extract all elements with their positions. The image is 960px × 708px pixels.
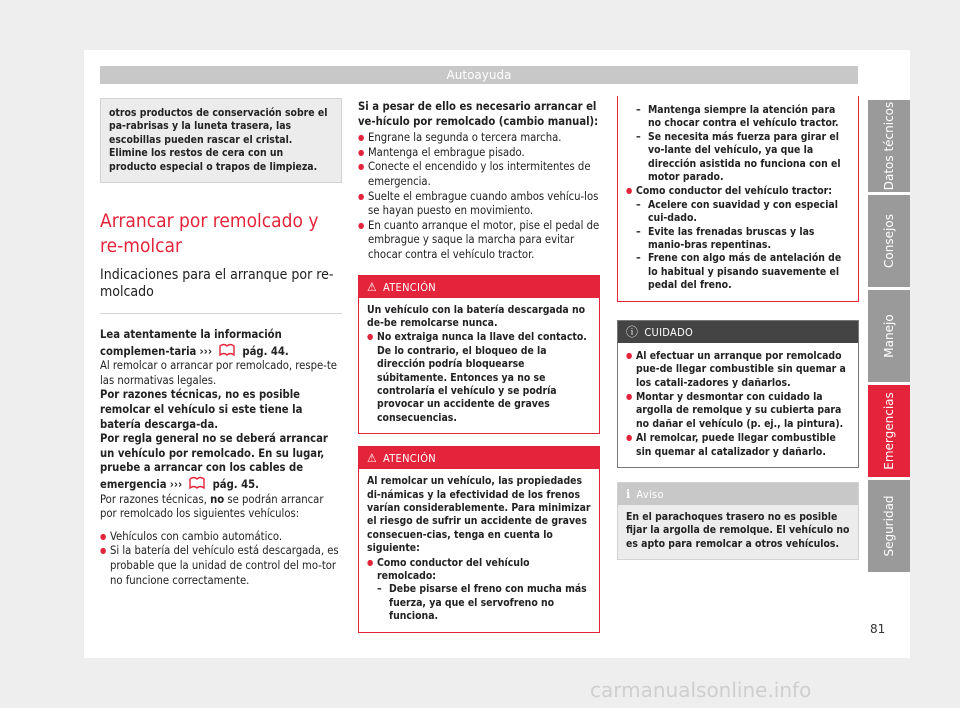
- list-item: ● Montar y desmontar con cuidado la argolla de remolque y su cubierta para no dañar el vehículo (p. ej., la pintura).: [626, 390, 850, 431]
- paragraph-battery: Por razones técnicas, no es posible remolcar el vehículo si este tiene la batería descarga-da.: [100, 388, 303, 431]
- chapter-tabs: [868, 100, 910, 575]
- list-item: ● No extraiga nunca la llave del contacto. De lo contrario, el bloqueo de la dirección podría bloquearse súbitamente. Entonces ya no se controlaría el vehículo y se podría provocar un accidente de graves consecuencias.: [367, 330, 591, 425]
- info-icon: ℹ: [626, 486, 631, 501]
- list-item: ● Vehículos con cambio automático.: [100, 530, 342, 545]
- page-number: 81: [870, 622, 886, 636]
- list-item: ● En cuanto arranque el motor, pise el pedal de embrague y saque la marcha para evitar chocar contra el vehículo tractor.: [358, 219, 600, 263]
- dash-item: – Acelere con suavidad y con especial cui-dado.: [626, 199, 850, 226]
- warning-text: Un vehículo con la batería descargada no de-be remolcarse nunca.: [367, 303, 586, 329]
- tab-consejos[interactable]: Consejos: [868, 195, 910, 287]
- paragraph-legal: Al remolcar o arrancar por remolcado, respe-te las normativas legales.: [100, 359, 337, 387]
- dash-item: – Frene con algo más de antelación de lo habitual y pisando suavemente el pedal del freno.: [626, 252, 850, 292]
- note-text: En el parachoques trasero no es posible fijar la argolla de remolque. El vehículo no es apto para remolcar a otros vehículos.: [626, 510, 850, 550]
- page-header: Autoayuda: [100, 66, 858, 84]
- dash-item: – Mantenga siempre la atención para no chocar contra el vehículo tractor.: [626, 104, 850, 131]
- book-icon: [188, 476, 206, 488]
- tab-manejo[interactable]: Manejo: [868, 290, 910, 382]
- sub-title: Indicaciones para el arranque por re-molcado: [100, 267, 342, 314]
- column-3: [617, 96, 859, 560]
- tab-datos-tecnicos[interactable]: Datos técnicos: [868, 100, 910, 192]
- dash-item: – Se necesita más fuerza para girar el vo-lante del vehículo, ya que la dirección asistida no funciona con el motor parado.: [626, 131, 850, 185]
- section-title: Arrancar por remolcado y re-molcar: [100, 210, 319, 258]
- warning-triangle-icon: ⚠: [367, 279, 377, 294]
- watermark: carmanualsonline.info: [590, 678, 812, 702]
- tab-emergencias[interactable]: Emergencias: [868, 385, 910, 477]
- warning-header: ⚠ ATENCIÓN: [359, 276, 599, 298]
- page-ref-link[interactable]: pág. 45.: [212, 477, 259, 491]
- page-ref-link[interactable]: pág. 44.: [242, 344, 289, 358]
- paragraph-cables: Por regla general no se deberá arrancar un vehículo por remolcado. En su lugar, pruebe a arrancar con los cables de emergencia ››› pág. 45.: [100, 432, 328, 491]
- warning-header: ⚠ ATENCIÓN: [359, 447, 599, 469]
- paragraph-info: Lea atentamente la información complemen-taria ››› pág. 44.: [100, 328, 289, 358]
- note-header: ℹ Aviso: [618, 483, 858, 505]
- list-item: ● Suelte el embrague cuando ambos vehícu-los se hayan puesto en movimiento.: [358, 190, 600, 219]
- paragraph-technical: Por razones técnicas, no se podrán arrancar por remolcado los siguientes vehículos:: [100, 492, 324, 521]
- lead-text: Si a pesar de ello es necesario arrancar el ve-hículo por remolcado (cambio manual):: [358, 100, 599, 128]
- warning-box: [358, 446, 600, 632]
- warning-text: Al remolcar un vehículo, las propiedades di-námicas y la efectividad de los frenos varían considerablemente. Para minimizar el riesgo de sufrir un accidente de graves consecuen-cias, tenga en cuenta lo siguiente:: [367, 475, 591, 555]
- caution-header: ⓘ CUIDADO: [618, 321, 858, 343]
- info-circle-icon: ⓘ: [626, 324, 639, 339]
- warning-triangle-icon: ⚠: [367, 451, 377, 466]
- warning-box: [358, 275, 600, 435]
- book-icon: [218, 343, 236, 355]
- list-item: ● Al efectuar un arranque por remolcado pue-de llegar combustible sin quemar a los catali-zadores y dañarlos.: [626, 349, 850, 390]
- list-item: ● Conecte el encendido y los intermitentes de emergencia.: [358, 160, 600, 189]
- list-item: ● Mantenga el embrague pisado.: [358, 146, 600, 161]
- list-item: ● Si la batería del vehículo está descargada, es probable que la unidad de control del mo-tor no funcione correctamente.: [100, 544, 342, 588]
- dash-item: – Evite las frenadas bruscas y las manio-bras repentinas.: [626, 226, 850, 253]
- list-item: ● Como conductor del vehículo remolcado:: [367, 556, 591, 584]
- caution-box: [617, 320, 859, 468]
- list-item: ● Engrane la segunda o tercera marcha.: [358, 131, 600, 146]
- column-2: [358, 100, 600, 633]
- dash-item: – Debe pisarse el freno con mucha más fuerza, ya que el servofreno no funciona.: [367, 583, 591, 623]
- list-item: ● Al remolcar, puede llegar combustible sin quemar al catalizador y dañarlo.: [626, 431, 850, 459]
- note-box: [617, 482, 859, 560]
- list-item: ● Como conductor del vehículo tractor:: [626, 184, 850, 198]
- warning-box-continued: [617, 96, 859, 302]
- column-1: [100, 98, 342, 588]
- intro-note-box: otros productos de conservación sobre el pa-rabrisas y la luneta trasera, las escobillas pueden rascar el cristal. Elimine los restos de cera con un producto especial o trapos de limpieza.: [100, 98, 342, 183]
- tab-seguridad[interactable]: Seguridad: [868, 480, 910, 572]
